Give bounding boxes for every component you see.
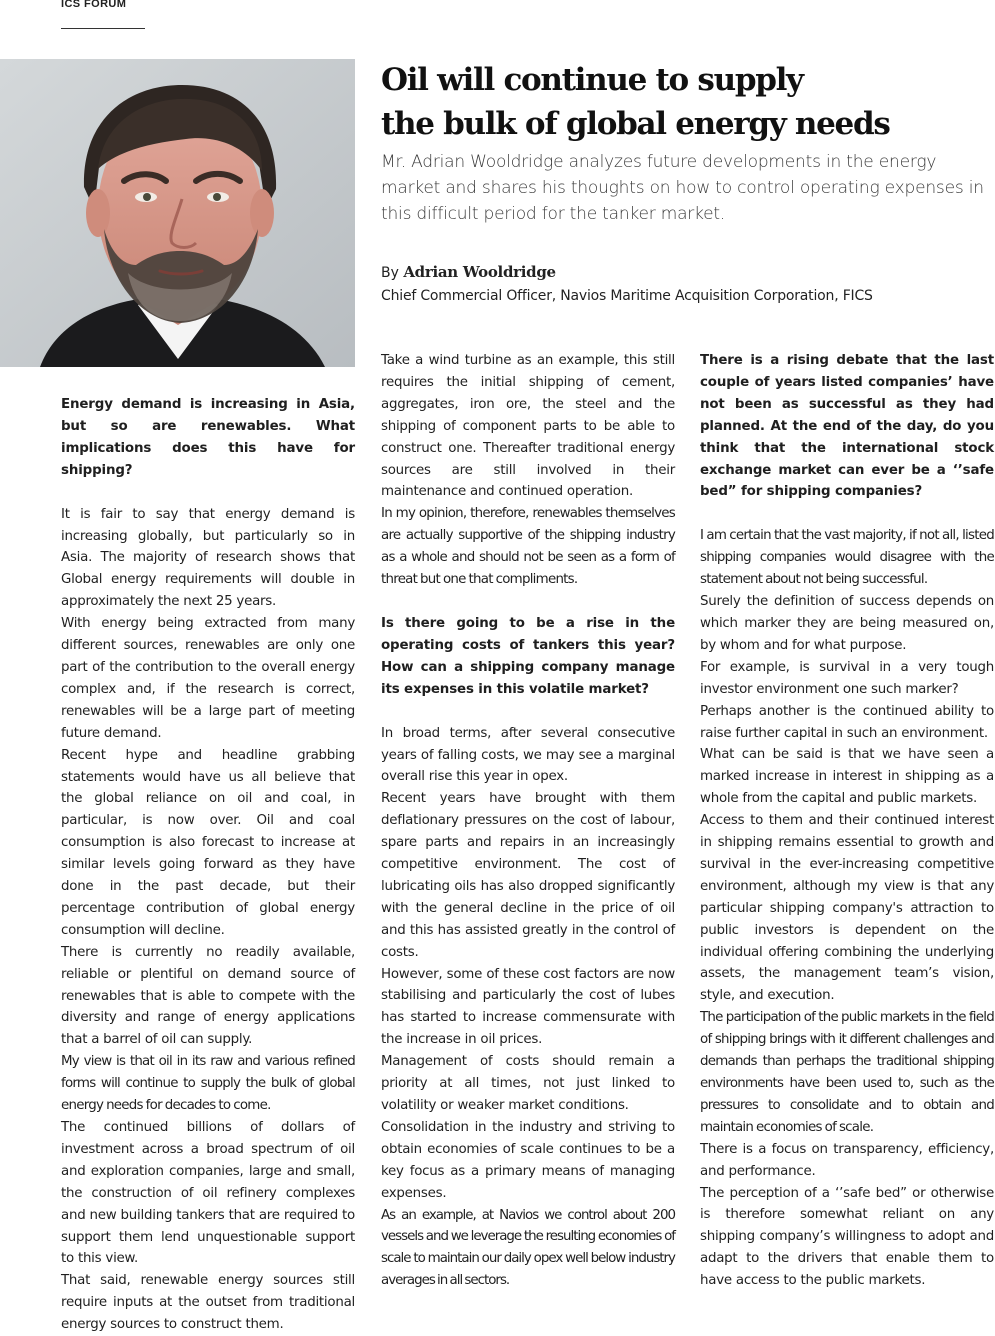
author-role: Chief Commercial Officer, Navios Maritime Acquisition Corporation, FICS: [381, 288, 873, 304]
paragraph: Management of costs should remain a priority at all times, not just linked to volatility or weaker market conditions.: [381, 1054, 675, 1113]
author-name: Adrian Wooldridge: [403, 263, 556, 281]
paragraph: There is currently no readily available, reliable or plentiful on demand source of renewables that is able to compete with the diversity and range of energy applications that a barrel of oil can supply.: [61, 944, 355, 1048]
interview-question-1: Energy demand is increasing in Asia, but so are renewables. What implications does this have for shipping?: [61, 397, 355, 478]
article-column-3: [700, 350, 994, 1292]
paragraph: With energy being extracted from many different sources, renewables are only one part of the contribution to the overall energy complex and, if the research is correct, renewables will be a large part of meeting future demand.: [61, 616, 355, 741]
section-rule: [61, 28, 145, 29]
paragraph: There is a focus on transparency, efficiency, and performance.: [700, 1141, 994, 1179]
paragraph: In broad terms, after several consecutive years of falling costs, we may see a marginal overall rise this year in opex.: [381, 725, 675, 785]
paragraph: I am certain that the vast majority, if not all, listed shipping companies would disagree with the statement about not being successful.: [700, 528, 994, 588]
article-standfirst: Mr. Adrian Wooldridge analyzes future developments in the energy market and shares his thoughts on how to control operating expenses in this difficult period for the tanker market.: [381, 152, 984, 224]
interview-question-3: There is a rising debate that the last couple of years listed companies’ have not been as successful as they had planned. At the end of the day, do you think that the international stock exchange market can ever be a ‘’safe bed” for shipping companies?: [700, 353, 994, 500]
paragraph: Recent hype and headline grabbing statements would have us all believe that the global reliance on oil and coal, in particular, is now over. Oil and coal consumption is also forecast to increase at similar levels going forward as they have done in the past decade, but their percentage contribution of global energy consumption will decline.: [61, 747, 355, 938]
paragraph: What can be said is that we have seen a marked increase in interest in shipping as a whole from the capital and public markets.: [700, 747, 994, 807]
paragraph: That said, renewable energy sources still require inputs at the outset from traditional energy sources to construct them.: [61, 1273, 355, 1333]
article-column-2: [381, 350, 675, 1292]
byline-prefix: By: [381, 265, 399, 281]
paragraph: Access to them and their continued interest in shipping remains essential to growth and survival in the ever-increasing competitive environment, although my view is that any particular shipping company's attraction to public investors is dependent on the individual offering combining the underlying assets, the management team’s vision, style, and execution.: [700, 813, 994, 1004]
paragraph: For example, is survival in a very tough investor environment one such marker?: [700, 659, 994, 697]
paragraph: Recent years have brought with them deflationary pressures on the cost of labour, spare parts and repairs in an increasingly competitive environment. The cost of lubricating oils has also dropped significantly with the general decline in the price of oil and this has assisted greatly in the control of costs.: [381, 791, 675, 960]
paragraph: Take a wind turbine as an example, this still requires the initial shipping of cement, aggregates, iron ore, the steel and the shipping of component parts to be able to construct one. Thereafter traditional energy sources are still involved in their maintenance and continued operation.: [381, 353, 675, 500]
paragraph: The continued billions of dollars of investment across a broad spectrum of oil and exploration companies, large and small, the construction of oil refinery complexes and new building tankers that are required to support them lend unquestionable support to this view.: [61, 1120, 355, 1267]
article-headline: [381, 58, 981, 146]
paragraph: However, some of these cost factors are now stabilising and particularly the cost of lubes has started to increase commensurate with the increase in oil prices.: [381, 966, 675, 1048]
paragraph: It is fair to say that energy demand is increasing globally, but particularly so in Asia. The majority of research shows that Global energy requirements will double in approximately the next 25 years.: [61, 506, 355, 610]
headline-line-1: Oil will continue to supply: [381, 62, 803, 98]
byline: [381, 261, 981, 284]
article-column-1: [61, 394, 355, 1336]
paragraph: Consolidation in the industry and striving to obtain economies of scale continues to be a key focus as a primary means of managing expenses.: [381, 1119, 675, 1201]
paragraph: Surely the definition of success depends on which marker they are being measured on, by whom and for what purpose.: [700, 594, 994, 653]
author-portrait: [0, 59, 355, 367]
paragraph: My view is that oil in its raw and various refined forms will continue to supply the bulk of global energy needs for decades to come.: [61, 1054, 355, 1114]
interview-question-2: Is there going to be a rise in the operating costs of tankers this year? How can a shipping company manage its expenses in this volatile market?: [381, 615, 675, 697]
section-label: ICS FORUM: [61, 0, 127, 10]
paragraph: In my opinion, therefore, renewables themselves are actually supportive of the shipping industry as a whole and should not be seen as a form of threat but one that compliments.: [381, 506, 675, 588]
paragraph: As an example, at Navios we control about 200 vessels and we leverage the resulting economies of scale to maintain our daily opex well below industry averages in all sectors.: [381, 1207, 675, 1289]
paragraph: The perception of a ‘’safe bed” or otherwise is therefore somewhat reliant on any shipping company’s willingness to adopt and adapt to the drivers that enable them to have access to the public markets.: [700, 1185, 994, 1289]
headline-line-2: the bulk of global energy needs: [381, 106, 890, 142]
paragraph: The participation of the public markets in the field of shipping brings with it different challenges and demands than perhaps the traditional shipping environments have been used to, such as the pressures to consolidate and to obtain and maintain economies of scale.: [700, 1010, 994, 1135]
paragraph: Perhaps another is the continued ability to raise further capital in such an environment.: [700, 703, 994, 741]
